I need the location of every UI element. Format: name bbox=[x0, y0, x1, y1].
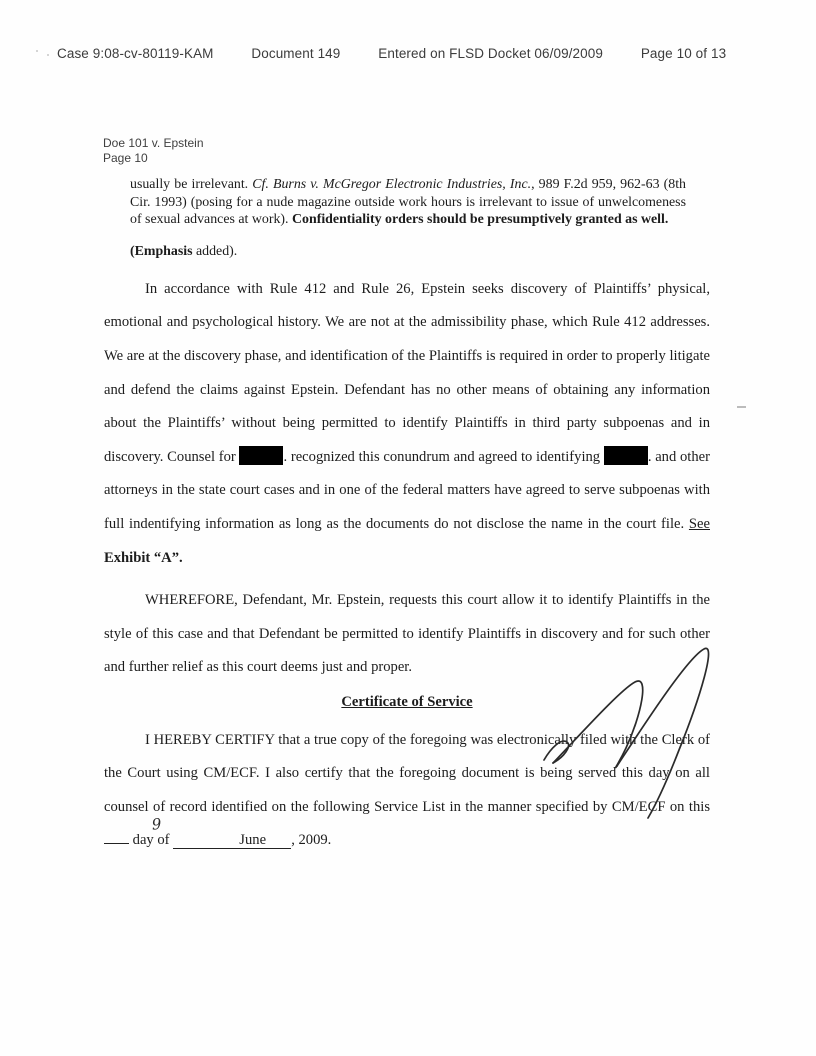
cert-text-2: day of bbox=[129, 832, 174, 849]
redaction-box bbox=[604, 446, 648, 465]
redaction-box bbox=[239, 446, 283, 465]
cmecf-header bbox=[57, 46, 802, 61]
para1-text-1: In accordance with Rule 412 and Rule 26, Epstein seeks discovery of Plaintiffs’ physical, emotional and psychological history. We are not at the admissibility phase, which Rule 412 addresses. We are at the discovery phase, and identification of the Plaintiffs is required in order to properly litigate and defend the claims against Epstein. Defendant has no other means of obtaining any information about the Plaintiffs’ without being permitted to identify Plaintiffs in third party subpoenas and in discovery. Counsel for bbox=[104, 280, 710, 465]
certificate-heading-text: Certificate of Service bbox=[341, 693, 473, 710]
emphasis-bold: (Emphasis bbox=[130, 243, 193, 259]
cert-text-3: , 2009. bbox=[291, 832, 332, 849]
argument-paragraph bbox=[104, 273, 710, 575]
para1-text-2: . recognized this conundrum and agreed to identifying bbox=[283, 448, 604, 465]
handwritten-day-numeral: 9 bbox=[151, 815, 163, 834]
document-body bbox=[104, 172, 710, 858]
page-label: Page 10 bbox=[103, 151, 148, 165]
month-blank-line: June bbox=[173, 832, 291, 849]
para1-text-3: . and other attorneys in the state court cases and in one of the federal matters have agreed to serve subpoenas with full indentifying information as long as the documents do not disclose the name in the court file. bbox=[104, 448, 710, 532]
quote-citation: Cf. Burns v. McGregor Electronic Industries, Inc. bbox=[252, 177, 532, 192]
cert-text-1: I HEREBY CERTIFY that a true copy of the foregoing was electronically filed with the Clerk of the Court using CM/ECF. I also certify that the foregoing document is being served this day on all counsel of record identified on the following Service List in the manner specified by CM/ECF on this bbox=[104, 731, 710, 815]
header-case-number: Case 9:08-cv-80119-KAM bbox=[57, 46, 214, 61]
quote-lead: usually be irrelevant. bbox=[130, 177, 253, 192]
emphasis-rest: added). bbox=[192, 243, 238, 259]
header-page-indicator: Page 10 of 13 bbox=[640, 46, 727, 61]
see-citation: See bbox=[688, 515, 710, 532]
scan-speck bbox=[36, 50, 38, 52]
case-name: Doe 101 v. Epstein bbox=[103, 136, 204, 150]
scan-dash-artifact bbox=[737, 406, 746, 408]
scan-speck bbox=[47, 54, 49, 56]
quote-bold-tail: Confidentiality orders should be presumptively granted as well. bbox=[292, 212, 669, 228]
exhibit-reference: Exhibit “A”. bbox=[104, 549, 183, 566]
certificate-paragraph bbox=[104, 724, 710, 858]
emphasis-note bbox=[130, 244, 710, 260]
case-identifier-block bbox=[103, 136, 204, 166]
header-entered-date: Entered on FLSD Docket 06/09/2009 bbox=[378, 46, 603, 61]
wherefore-paragraph: WHEREFORE, Defendant, Mr. Epstein, requests this court allow it to identify Plaintiffs in the style of this case and that Defendant be permitted to identify Plaintiffs in discovery and for such other and further relief as this court deems just and proper. bbox=[104, 592, 710, 676]
header-document-number: Document 149 bbox=[251, 46, 341, 61]
quote-after-citation: , 989 F.2d 959, 962-63 (8th Cir. 1993) (posing for a nude magazine outside work hours is irrelevant to issue of unwelcomeness of sexual advances at work). bbox=[130, 177, 687, 228]
certificate-of-service-heading bbox=[104, 686, 710, 720]
block-quote bbox=[130, 176, 686, 229]
